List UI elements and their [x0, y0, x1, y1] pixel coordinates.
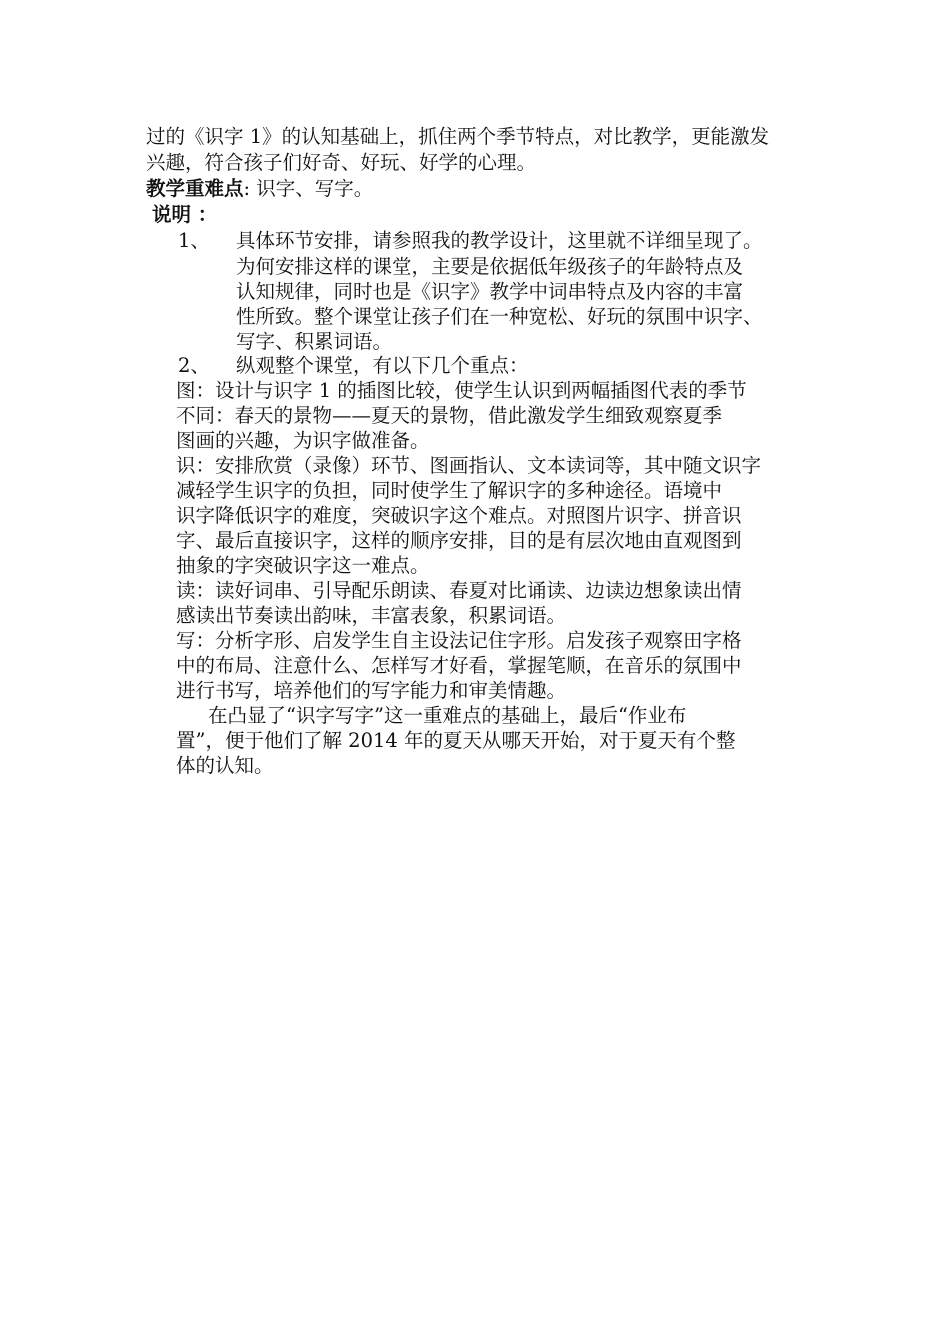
- pic-line-3: 图画的兴趣，为识字做准备。: [176, 429, 430, 452]
- pic-line-2: 不同：春天的景物——夏天的景物，借此激发学生细致观察夏季: [176, 404, 723, 427]
- key-points-text: : 识字、写字。: [243, 177, 374, 200]
- recognize-line-4: 字、最后直接识字，这样的顺序安排，目的是有层次地由直观图到: [176, 529, 742, 552]
- write-line-2: 中的布局、注意什么、怎样写才好看，掌握笔顺，在音乐的氛围中: [176, 654, 742, 677]
- intro-line-1: 过的《识字 1》的认知基础上，抓住两个季节特点，对比教学，更能激发: [146, 125, 770, 148]
- pic-line-1: 图：设计与识字 1 的插图比较，使学生认识到两幅插图代表的季节: [176, 379, 747, 402]
- recognize-line-2: 减轻学生识字的负担，同时使学生了解识字的多种途径。语境中: [176, 479, 723, 502]
- recognize-line-5: 抽象的字突破识字这一难点。: [176, 554, 430, 577]
- conclusion-line-3: 体的认知。: [176, 754, 274, 777]
- item1-line-4: 性所致。整个课堂让孩子们在一种宽松、好玩的氛围中识字、: [236, 305, 763, 328]
- recognize-line-1: 识：安排欣赏（录像）环节、图画指认、文本读词等，其中随文识字: [176, 454, 762, 477]
- conclusion-line-2: 置”，便于他们了解 2014 年的夏天从哪天开始，对于夏天有个整: [176, 729, 736, 752]
- read-line-1: 读：读好词串、引导配乐朗读、春夏对比诵读、边读边想象读出情: [176, 579, 742, 602]
- item1-line-1: 具体环节安排，请参照我的教学设计，这里就不详细呈现了。: [236, 229, 763, 252]
- write-line-3: 进行书写，培养他们的写字能力和审美情趣。: [176, 679, 567, 702]
- conclusion-line-1: 在凸显了“识字写字”这一重难点的基础上，最后“作业布: [208, 704, 687, 727]
- read-line-2: 感读出节奏读出韵味，丰富表象，积累词语。: [176, 604, 567, 627]
- write-line-1: 写：分析字形、启发学生自主设法记住字形。启发孩子观察田字格: [176, 629, 742, 652]
- item1-line-3: 认知规律，同时也是《识字》教学中词串特点及内容的丰富: [236, 280, 744, 303]
- intro-line-2: 兴趣，符合孩子们好奇、好玩、好学的心理。: [146, 151, 537, 174]
- item1-line-5: 写字、积累词语。: [236, 330, 393, 353]
- notes-heading: 说明 ：: [152, 203, 218, 226]
- item2-text: 纵观整个课堂，有以下几个重点：: [236, 354, 529, 377]
- item2-number: 2、: [178, 354, 210, 377]
- key-points-label: 教学重难点: [146, 177, 244, 200]
- item1-line-2: 为何安排这样的课堂，主要是依据低年级孩子的年龄特点及: [236, 255, 744, 278]
- item1-number: 1、: [178, 229, 210, 252]
- recognize-line-3: 识字降低识字的难度，突破识字这个难点。对照图片识字、拼音识: [176, 504, 742, 527]
- key-points-line: [146, 176, 373, 201]
